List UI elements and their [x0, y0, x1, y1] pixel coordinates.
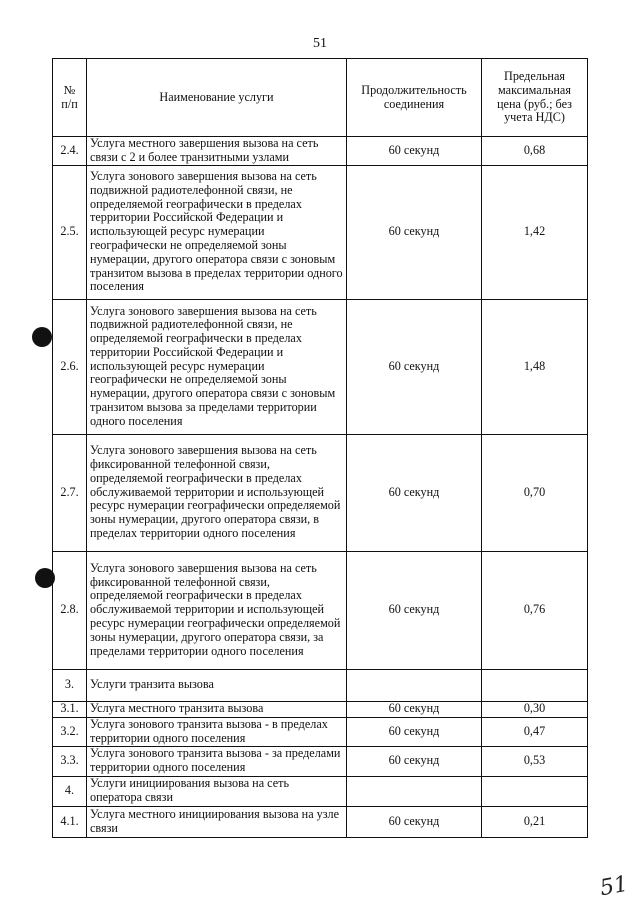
row-number: 3.3. [53, 746, 87, 776]
table-row [53, 669, 588, 701]
table-row [53, 434, 588, 551]
service-name: Услуга местного транзита вызова [87, 701, 347, 717]
row-number: 4.1. [53, 806, 87, 837]
duration: 60 секунд [347, 701, 482, 717]
header-duration: Продолжительность соединения [347, 59, 482, 137]
price: 0,68 [482, 137, 588, 166]
table-row [53, 746, 588, 776]
service-name: Услуга зонового завершения вызова на сеть подвижной радиотелефонной связи, не определяемой географически в пределах территории Российской Федерации и использующей ресурс нумерации географически не определяемой зоны нумерации, другого оператора связи с зоновым транзитом вызова за пределами территории одного поселения [87, 299, 347, 434]
service-name: Услуга зонового транзита вызова - за пределами территории одного поселения [87, 746, 347, 776]
service-name: Услуга местного инициирования вызова на узле связи [87, 806, 347, 837]
service-name: Услуги инициирования вызова на сеть оператора связи [87, 776, 347, 806]
price: 0,30 [482, 701, 588, 717]
row-number: 3.2. [53, 717, 87, 746]
table-row [53, 806, 588, 837]
duration: 60 секунд [347, 746, 482, 776]
price: 1,48 [482, 299, 588, 434]
price [482, 669, 588, 701]
tariff-table [52, 58, 588, 838]
row-number: 2.7. [53, 434, 87, 551]
table-row [53, 165, 588, 299]
service-name: Услуга зонового завершения вызова на сеть подвижной радиотелефонной связи, не определяемой географически в пределах территории Российской Федерации и использующей ресурс нумерации географически не определяемой зоны нумерации, другого оператора связи с зоновым транзитом вызова в пределах территории одного поселения [87, 165, 347, 299]
header-price: Предельная максимальная цена (руб.; без учета НДС) [482, 59, 588, 137]
page-number: 51 [313, 36, 327, 51]
row-number: 2.4. [53, 137, 87, 166]
price: 0,53 [482, 746, 588, 776]
duration: 60 секунд [347, 165, 482, 299]
service-name: Услуги транзита вызова [87, 669, 347, 701]
table-row [53, 717, 588, 746]
price [482, 776, 588, 806]
row-number: 2.8. [53, 551, 87, 669]
handwritten-signature: 51 [598, 871, 630, 902]
price: 1,42 [482, 165, 588, 299]
price: 0,70 [482, 434, 588, 551]
table-row [53, 299, 588, 434]
service-name: Услуга зонового транзита вызова - в пределах территории одного поселения [87, 717, 347, 746]
row-number: 3. [53, 669, 87, 701]
table-row [53, 701, 588, 717]
price: 0,21 [482, 806, 588, 837]
row-number: 4. [53, 776, 87, 806]
header-num: № п/п [53, 59, 87, 137]
table-header-row [53, 59, 588, 137]
row-number: 3.1. [53, 701, 87, 717]
duration: 60 секунд [347, 717, 482, 746]
price: 0,76 [482, 551, 588, 669]
table-row [53, 551, 588, 669]
table-row [53, 137, 588, 166]
duration: 60 секунд [347, 806, 482, 837]
punch-hole-top [32, 327, 52, 347]
duration: 60 секунд [347, 137, 482, 166]
header-name: Наименование услуги [87, 59, 347, 137]
row-number: 2.5. [53, 165, 87, 299]
duration: 60 секунд [347, 551, 482, 669]
table-row [53, 776, 588, 806]
row-number: 2.6. [53, 299, 87, 434]
duration [347, 669, 482, 701]
duration: 60 секунд [347, 434, 482, 551]
service-name: Услуга зонового завершения вызова на сеть фиксированной телефонной связи, определяемой географически в пределах обслуживаемой территории и использующей ресурс нумерации географически определяемой зоны нумерации, другого оператора связи, в пределах территории одного поселения [87, 434, 347, 551]
service-name: Услуга местного завершения вызова на сеть связи с 2 и более транзитными узлами [87, 137, 347, 166]
price: 0,47 [482, 717, 588, 746]
duration: 60 секунд [347, 299, 482, 434]
service-name: Услуга зонового завершения вызова на сеть фиксированной телефонной связи, определяемой географически в пределах обслуживаемой территории и использующей ресурс нумерации географически определяемой зоны нумерации, другого оператора связи, за пределами территории одного поселения [87, 551, 347, 669]
duration [347, 776, 482, 806]
